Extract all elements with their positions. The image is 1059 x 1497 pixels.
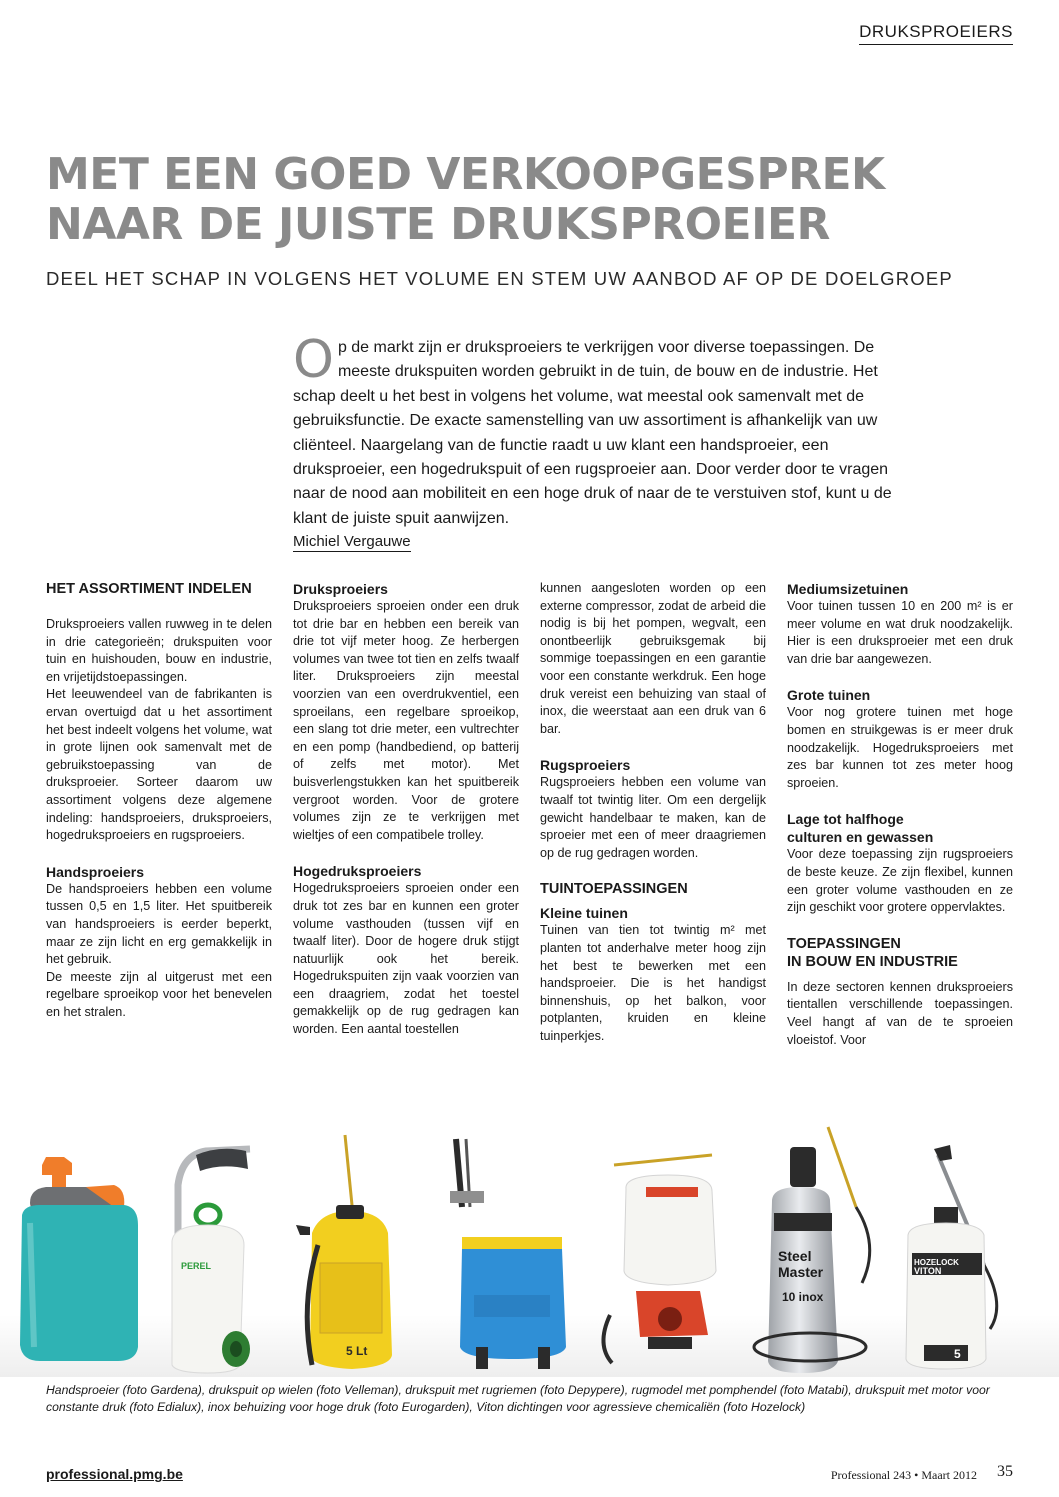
page-number: 35 bbox=[997, 1463, 1013, 1480]
intro-paragraph bbox=[293, 330, 923, 531]
heading-assortiment: HET ASSORTIMENT INDELEN bbox=[46, 581, 252, 597]
blue-knapsack-sprayer bbox=[450, 1139, 566, 1369]
paragraph: Hogedruksproeiers sproeien onder een druk tot zes bar en kunnen een groter volume vasthouden (tussen vijf en twaalf liter). Door de hogere druk stijgt natuurlijk ook het bereik. Hogedrukspuiten zijn vaak voorzien van een draagriem, zodat het toestel gemakkelijk op de rug gedragen kan worden. Een aantal toestellen bbox=[293, 881, 519, 1037]
paragraph: Het leeuwendeel van de fabrikanten is ervan overtuigd dat u het assortiment het best indeelt volgens het volume, wat in grote lijnen ook samenvalt met de gebruikstoepassing van de druksproeier. Sorteer daarom uw assortiment volgens deze algemene indeling: handsproeiers, druksproeiers, hogedruksproeiers en rugsproeiers. bbox=[46, 687, 272, 843]
product-photo-strip bbox=[0, 1115, 1059, 1377]
headline bbox=[46, 150, 1006, 250]
paragraph: Tuinen van tien tot twintig m² met planten tot anderhalve meter hoog zijn het best te bewerken met een handsproeier. Die is het handigst binnenshuis, op het balkon, voor potplanten, kruiden en kleine tuinperkjes. bbox=[540, 923, 766, 1043]
heading-grote-tuinen: Grote tuinen bbox=[787, 687, 871, 704]
paragraph: Druksproeiers vallen ruwweg in te delen in drie categorieën; drukspuiten voor tuin en huishouden, bouw en industrie, en vrijetijdstoepassingen. bbox=[46, 617, 272, 684]
paragraph: Voor deze toepassing zijn rugsproeiers de beste keuze. Ze zijn flexibel, kunnen een groter volume vasthouden en ze zijn geschikt voor grotere oppervlaktes. bbox=[787, 847, 1013, 915]
drop-cap: O bbox=[293, 330, 334, 390]
heading-handsproeiers: Handsproeiers bbox=[46, 863, 145, 880]
paragraph: Rugsproeiers hebben een volume van twaalf tot twintig liter. Om een dergelijk gewicht handelbaar te maken, kan de sproeier met een of meer draagriemen op de rug gedragen worden. bbox=[540, 775, 766, 860]
author-byline: Michiel Vergauwe bbox=[293, 533, 411, 550]
heading-rugsproeiers: Rugsproeiers bbox=[540, 757, 631, 774]
photo-caption: Handsproeier (foto Gardena), drukspuit op wielen (foto Velleman), drukspuit met rugriemen (foto Depypere), rugmodel met pomphendel (foto Matabi), drukspuit met motor voor constante druk (foto Edialux), inox behuizing voor hoge druk (foto Eurogarden), Viton dichtingen voor agressieve chemicaliën (foto Hozelock) bbox=[46, 1383, 990, 1414]
heading-line: culturen en gewassen bbox=[787, 829, 934, 846]
heading-mediumsizetuinen: Mediumsizetuinen bbox=[787, 581, 909, 597]
heading-lage-culturen bbox=[787, 810, 1013, 846]
column-1 bbox=[46, 580, 272, 1105]
yellow-pressure-sprayer bbox=[296, 1135, 392, 1369]
paragraph: Voor nog grotere tuinen met hoge bomen en struikgewas is er meer druk noodzakelijk. Hogedruksproeiers met zes bar kunnen tot zes meter hoog sproeien. bbox=[787, 705, 1013, 790]
column-2 bbox=[293, 580, 519, 1105]
perel-wheeled-sprayer bbox=[172, 1149, 250, 1373]
heading-bouw-industrie bbox=[787, 935, 1013, 971]
headline-line-2: NAAR DE JUISTE DRUKSPROEIER bbox=[46, 199, 830, 250]
model-label-10-inox: 10 inox bbox=[782, 1290, 824, 1304]
subheadline: DEEL HET SCHAP IN VOLGENS HET VOLUME EN STEM UW AANBOD AF OP DE DOELGROEP bbox=[46, 268, 953, 289]
brand-label-master: Master bbox=[778, 1264, 824, 1280]
section-label: DRUKSPROEIERS bbox=[859, 22, 1013, 45]
brand-label-steel: Steel bbox=[778, 1248, 812, 1264]
paragraph: De handsproeiers hebben een volume tussen 0,5 en 1,5 liter. Het spuitbereik van handsproeiers is eerder beperkt, maar ze zijn licht en erg gemakkelijk in het gebruik. bbox=[46, 881, 272, 967]
paragraph: De meeste zijn al uitgerust met een regelbare sproeikop voor het benevelen en het stralen. bbox=[46, 969, 272, 1019]
heading-line: Lage tot halfhoge bbox=[787, 811, 904, 828]
gardena-hand-sprayer bbox=[20, 1157, 138, 1361]
paragraph: Druksproeiers sproeien onder een druk tot drie bar en hebben een bereik van drie tot vijf meter hoog. Ze herbergen volumes van twee tot tien en zelfs twaalf liter. Druksproeiers zijn meestal voorzien van een overdrukventiel, een sproeilans, een regelbare sproeikop, een slang tot drie meter, een vultrechter en een pomp (handbediend, op batterij of zelfs met motor). Met buisverlengstukken kan het spuitbereik vergroot worden. Voor de grotere volumes zijn ze te verkrijgen met wieltjes of een compatibele trolley. bbox=[293, 599, 519, 842]
column-4 bbox=[787, 580, 1013, 1105]
headline-line-1: MET EEN GOED VERKOOPGESPREK bbox=[46, 149, 885, 200]
paragraph: kunnen aangesloten worden op een externe compressor, zodat de arbeid die nodig is bij het pompen, wegvalt, een onontbeerlijk gebruiksgemak bij sommige toepassingen en een garantie voor een constante werkdruk. Een hoge druk vereist een behuizing van staal of inox, die weerstaat aan een druk van 6 bar. bbox=[540, 581, 766, 736]
heading-kleine-tuinen: Kleine tuinen bbox=[540, 905, 628, 922]
volume-label-5: 5 bbox=[954, 1347, 961, 1361]
sprayers-illustration bbox=[0, 1115, 1059, 1377]
heading-line: IN BOUW EN INDUSTRIE bbox=[787, 953, 958, 970]
heading-druksproeiers: Druksproeiers bbox=[293, 581, 388, 597]
hozelock-viton-sprayer bbox=[906, 1145, 997, 1369]
paragraph: In deze sectoren kennen druksproeiers tientallen verschillende toepassingen. Veel hangt af van de te sproeien vloeistof. Voor bbox=[787, 979, 1013, 1047]
volume-label-5lt: 5 Lt bbox=[346, 1344, 368, 1358]
intro-text: p de markt zijn er druksproeiers te verkrijgen voor diverse toepassingen. De meeste drukspuiten worden gebruikt in de tuin, de bouw en de industrie. Het schap deelt u het best in volgens het volume, wat meestal ook samenvalt met de gebruiksfunctie. De exacte samenstelling van uw assortiment is afhankelijk van uw cliënteel. Naargelang van de functie raadt u uw klant een handsproeier, een druksproeier, een hogedrukspuit of een rugsproeier aan. Door verder door te vragen naar de nood aan mobiliteit en een hoge druk of naar de te verstuiven stof, kunt u de klant de juiste spuit aanwijzen. bbox=[293, 339, 892, 527]
heading-line: TOEPASSINGEN bbox=[787, 935, 901, 952]
heading-tuintoepassingen: TUINTOEPASSINGEN bbox=[540, 881, 688, 898]
paragraph: Voor tuinen tussen 10 en 200 m² is er meer volume en wat druk noodzakelijk. Hier is een druksproeier met een druk van drie bar aangewezen. bbox=[787, 599, 1013, 666]
footer-issue: Professional 243 • Maart 2012 bbox=[830, 1468, 977, 1482]
brand-label-viton: VITON bbox=[914, 1266, 942, 1276]
column-3 bbox=[540, 580, 766, 1105]
brand-label-perel: PEREL bbox=[181, 1261, 212, 1271]
heading-hogedruksproeiers: Hogedruksproeiers bbox=[293, 863, 422, 880]
footer-website[interactable]: professional.pmg.be bbox=[46, 1466, 183, 1482]
brand-label-hozelock: HOZELOCK bbox=[914, 1258, 959, 1267]
